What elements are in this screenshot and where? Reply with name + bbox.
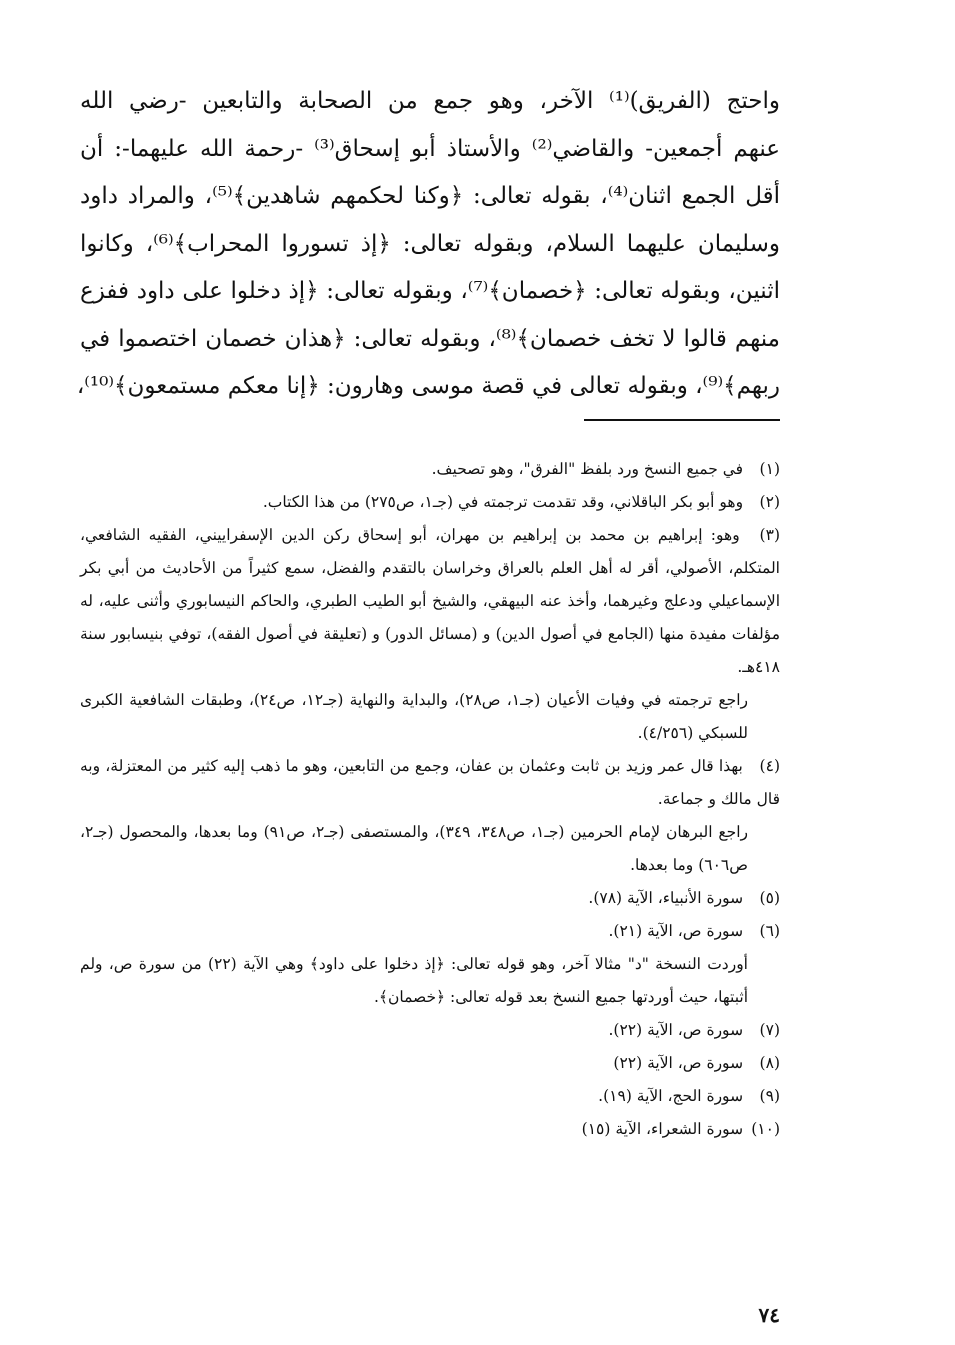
footnote xyxy=(80,486,780,519)
page-number: ٧٤ xyxy=(758,1303,780,1327)
footnote-text: في جميع النسخ ورد بلفظ "الفرق"، وهو تصحيف. xyxy=(431,460,744,478)
main-text-line: منهم قالوا لا تخف خصمان﴾⁽⁸⁾، وبقوله تعالى: ﴿هذان خصمان اختصموا في xyxy=(80,325,780,352)
footnote-number: (٩) xyxy=(759,1087,780,1105)
footnote-number: (٥) xyxy=(759,889,780,907)
footnote-number: (٦) xyxy=(759,922,780,940)
footnote-text: سورة ص، الآية (٢٢) xyxy=(613,1054,744,1072)
footnote-text: وهو أبو بكر الباقلاني، وقد تقدمت ترجمته في (جـ١، ص٢٧٥) من هذا الكتاب. xyxy=(262,493,744,511)
footnote-text: سورة الحج، الآية (١٩). xyxy=(598,1087,744,1105)
footnote-text: بهذا قال عمر وزيد بن ثابت وعثمان بن عفان، وجمع من التابعين، وهو ما ذهب إليه كثير من المعتزلة، وبه قال مالك و جماعة. xyxy=(80,757,780,808)
footnote-reference: راجع ترجمته في وفيات الأعيان (جـ١، ص٢٨)، والبداية والنهاية (جـ١٢، ص٢٤)، وطبقات الشافعية الكبرى للسبكي (٤/٢٥٦). xyxy=(80,691,748,742)
footnote-text: سورة الأنبياء، الآية (٧٨). xyxy=(588,889,744,907)
footnote xyxy=(80,1080,780,1113)
footnote-reference: أوردت النسخة "د" مثالا آخر، وهو قوله تعالى: ﴿إذ دخلوا على داود﴾ وهي الآية (٢٢) من سورة ص، ولم أثبتها، حيث أوردتها جميع النسخ بعد قوله تعالى: ﴿خصمان﴾. xyxy=(80,955,748,1006)
footnote-number: (١) xyxy=(759,460,780,478)
footnote-number: (٤) xyxy=(759,757,780,775)
footnote-text: سورة ص، الآية (٢١). xyxy=(608,922,744,940)
main-text-line: اثنين، وبقوله تعالى: ﴿خصمان﴾⁽⁷⁾، وبقوله تعالى: ﴿إذ دخلوا على داود ففزع xyxy=(80,278,780,304)
footnote xyxy=(80,1014,780,1047)
footnote xyxy=(80,1113,780,1146)
footnote-text: سورة الشعراء، الآية (١٥) xyxy=(581,1120,744,1138)
footnote-number: (٨) xyxy=(759,1054,780,1072)
main-text-line: ربهم﴾⁽⁹⁾، وبقوله تعالى في قصة موسى وهارون: ﴿إنا معكم مستمعون﴾⁽¹⁰⁾، xyxy=(76,373,780,399)
footnote-number: (٢) xyxy=(759,493,780,511)
footnote-separator xyxy=(584,419,780,421)
footnote-number: (٣) xyxy=(759,526,780,544)
footnote-number: (١٠) xyxy=(751,1120,780,1138)
footnote xyxy=(80,915,780,1014)
main-text xyxy=(76,78,781,411)
main-text-line: وسليمان عليهما السلام، وبقوله تعالى: ﴿إذ تسوروا المحراب﴾⁽⁶⁾، وكانوا xyxy=(80,230,780,257)
footnote-text: سورة ص، الآية (٢٢). xyxy=(608,1021,744,1039)
footnote-number: (٧) xyxy=(759,1021,780,1039)
main-text-line: واحتج (الفريق)⁽¹⁾ الآخر، وهو جمع من الصحابة والتابعين -رضي الله xyxy=(80,88,780,114)
footnote-reference: راجع البرهان لإمام الحرمين (جـ١، ص٣٤٨، ٣٤٩)، والمستصفى (جـ٢، ص٩١) وما بعدها، والمحصول (جـ٢، ص٦٠٦) وما بعدها. xyxy=(80,823,749,874)
footnote xyxy=(80,453,780,486)
footnote xyxy=(80,882,780,915)
footnote-text: وهو: إبراهيم بن محمد بن إبراهيم بن مهران، أبو إسحاق ركن الدين الإسفراييني، الفقيه الشافعي، المتكلم، الأصولي، أقر له أهل العلم بالعراق وخراسان بالتقدم والفضل، سمع كثيراً من الأحاديث من أبي بكر الإسماعيلي ودعلج وغيرهما، وأخذ عنه البيهقي، والشيخ أبو الطيب الطبري، والحاكم النيسابوري وأثنى عليه، له مؤلفات مفيدة منها (الجامع في أصول الدين) و (مسائل الدور) و (تعليقة في أصول الفقه)، توفي بنيسابور سنة ٤١٨هـ. xyxy=(80,526,780,676)
main-text-line: عنهم أجمعين- والقاضي⁽²⁾ والأستاذ أبو إسحاق⁽³⁾ -رحمة الله عليهما-: أن xyxy=(80,135,781,162)
footnote xyxy=(80,519,780,750)
footnote xyxy=(80,750,780,882)
footnote xyxy=(80,1047,780,1080)
footnotes xyxy=(80,453,780,1146)
main-text-line: أقل الجمع اثنان⁽⁴⁾، بقوله تعالى: ﴿وكنا لحكمهم شاهدين﴾⁽⁵⁾، والمراد داود xyxy=(80,183,781,209)
